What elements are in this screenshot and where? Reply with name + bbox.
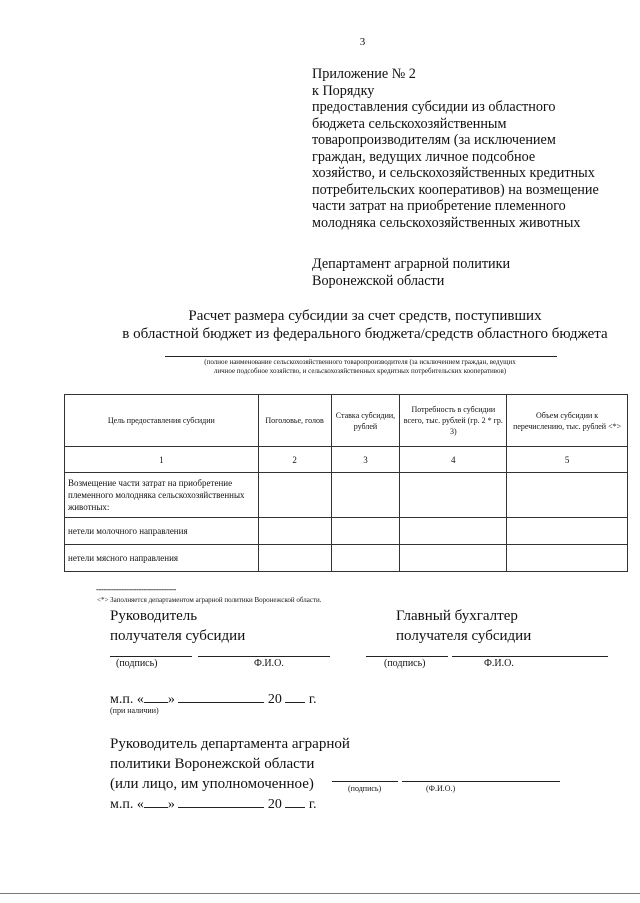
table-cell — [258, 473, 331, 518]
stamp-date-line: м.п. « » 20 г. — [110, 692, 317, 707]
department-line: Воронежской области — [312, 272, 445, 289]
table-row — [65, 473, 628, 518]
table-cell — [331, 518, 400, 545]
producer-name-hint: (полное наименование сельскохозяйственного товаропроизводителя (за исключением граждан, ведущих личное подсобное хозяйство, и сельскохозяйственных кредитных потребительских кооперативов) — [204, 358, 516, 375]
signature-caption: (подпись) — [384, 658, 426, 669]
table-cell — [331, 473, 400, 518]
fio-line — [402, 781, 560, 782]
column-number-row — [65, 447, 628, 473]
table-cell — [258, 545, 331, 572]
column-header: Поголовье, голов — [258, 395, 331, 447]
column-number: 5 — [507, 447, 628, 473]
signature-line — [110, 656, 192, 657]
pri-nalichii-note: (при наличии) — [110, 706, 159, 715]
appendix-line: хозяйство, и сельскохозяйственных кредитных — [312, 165, 595, 181]
stamp-date-line: м.п. « » 20 г. — [110, 797, 317, 812]
year-blank — [285, 690, 305, 703]
fio-caption: Ф.И.О. — [484, 658, 514, 669]
table-cell — [507, 473, 628, 518]
table-cell — [507, 518, 628, 545]
footnote: <*> Заполняется департаментом аграрной политики Воронежской области. — [97, 596, 322, 604]
day-blank — [144, 690, 168, 703]
document-title — [95, 307, 635, 343]
appendix-line: товаропроизводителям (за исключением — [312, 132, 556, 148]
table-header-row — [65, 395, 628, 447]
fio-caption: (Ф.И.О.) — [426, 784, 456, 793]
column-header: Потребность в субсидии всего, тыс. рублей (гр. 2 * гр. 3) — [400, 395, 507, 447]
fio-line — [452, 656, 608, 657]
column-header: Цель предоставления субсидии — [65, 395, 259, 447]
table-cell — [400, 473, 507, 518]
appendix-line: Приложение № 2 — [312, 66, 416, 82]
fio-line — [198, 656, 330, 657]
month-blank — [178, 795, 264, 808]
footnote-separator: -------------------------------- — [96, 584, 176, 594]
appendix-line: к Порядку — [312, 82, 375, 99]
appendix-header — [312, 66, 632, 231]
appendix-line: предоставления субсидии из областного — [312, 99, 556, 115]
column-number: 3 — [331, 447, 400, 473]
signature-caption: (подпись) — [116, 658, 158, 669]
page-number: 3 — [359, 36, 366, 48]
appendix-line: бюджета сельскохозяйственным — [312, 115, 507, 132]
table-row — [65, 545, 628, 572]
title-line: Расчет размера субсидии за счет средств, поступивших — [188, 308, 542, 324]
table-cell — [331, 545, 400, 572]
chief-accountant-title: Главный бухгалтер получателя субсидии — [396, 608, 532, 644]
recipient-head-title: Руководитель получателя субсидии — [110, 608, 246, 644]
dept-head-title: Руководитель департамента аграрной политики Воронежской области (или лицо, им уполномоченное) — [110, 736, 350, 792]
appendix-line: потребительских кооперативов) на возмещение — [312, 181, 599, 198]
year-blank — [285, 795, 305, 808]
column-number: 4 — [400, 447, 507, 473]
signature-line — [366, 656, 448, 657]
fio-caption: Ф.И.О. — [254, 658, 284, 669]
table-cell — [258, 518, 331, 545]
row-label: нетели мясного направления — [65, 545, 259, 572]
appendix-line: части затрат на приобретение племенного — [312, 198, 566, 214]
row-label: нетели молочного направления — [65, 518, 259, 545]
column-header: Объем субсидии к перечислению, тыс. рублей <*> — [507, 395, 628, 447]
signature-caption: (подпись) — [348, 784, 382, 793]
column-number: 1 — [65, 447, 259, 473]
appendix-line: граждан, ведущих личное подсобное — [312, 148, 536, 165]
title-line: в областной бюджет из федерального бюджета/средств областного бюджета — [122, 326, 608, 342]
producer-name-line — [165, 356, 557, 357]
day-blank — [144, 795, 168, 808]
table-cell — [507, 545, 628, 572]
signature-line — [332, 781, 398, 782]
table-cell — [400, 518, 507, 545]
month-blank — [178, 690, 264, 703]
row-label: Возмещение части затрат на приобретение племенного молодняка сельскохозяйственных животных: — [65, 473, 259, 518]
department-addressee — [312, 256, 510, 289]
column-number: 2 — [258, 447, 331, 473]
subsidy-table — [64, 394, 628, 572]
table-cell — [400, 545, 507, 572]
column-header: Ставка субсидии, рублей — [331, 395, 400, 447]
table-row — [65, 518, 628, 545]
appendix-line: молодняка сельскохозяйственных животных — [312, 214, 581, 231]
department-line: Департамент аграрной политики — [312, 256, 511, 272]
page-bottom-rule — [0, 893, 640, 894]
